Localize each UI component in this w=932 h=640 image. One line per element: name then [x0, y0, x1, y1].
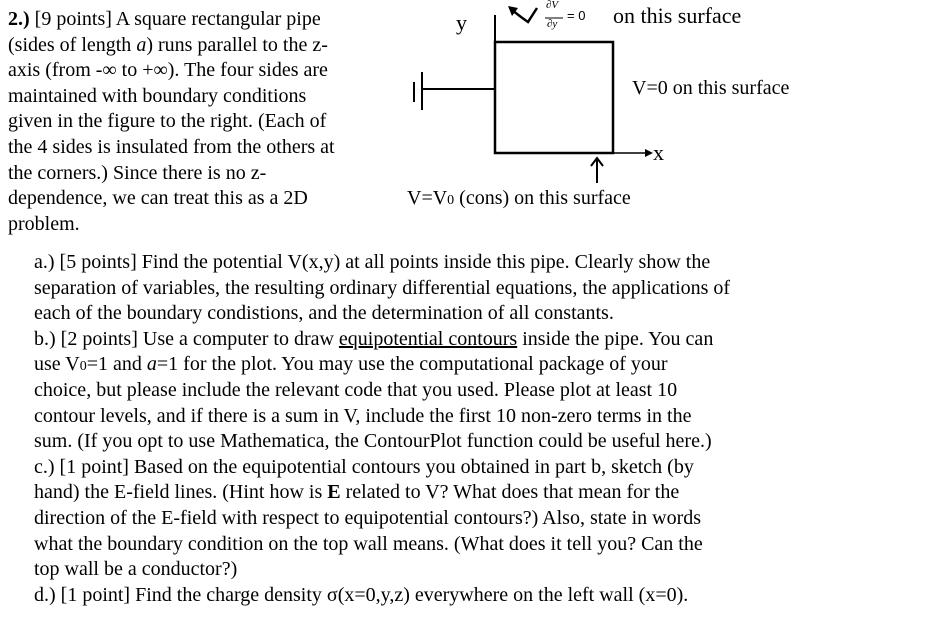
e-field-symbol: E [327, 481, 341, 504]
part-line [34, 378, 677, 402]
intro-text: axis (from -∞ to +∞). The four sides are [8, 59, 328, 82]
x-axis-label: x [653, 140, 664, 165]
part-text: each of the boundary condistions, and the determination of all constants. [34, 302, 614, 325]
part-text: separation of variables, the resulting ordinary differential equations, the applications of [34, 276, 731, 299]
part-text: a.) [5 points] Find the potential V(x,y) at all points inside this pipe. Clearly show the [34, 251, 711, 273]
part-text: top wall be a conductor?) [34, 558, 238, 581]
part-line [34, 352, 668, 379]
intro-text: (sides of length [8, 33, 137, 56]
part-text: use V [34, 353, 80, 376]
underlined-term: equipotential contours [338, 327, 518, 350]
part-line [34, 557, 237, 581]
part-line [34, 276, 730, 300]
bottom-surface-label: V=V0 (cons) on this surface [407, 187, 631, 209]
intro-line [8, 84, 306, 108]
intro-text: the corners.) Since there is no z- [8, 161, 267, 184]
right-surface-label: V=0 on this surface [632, 77, 790, 99]
intro-line [8, 161, 266, 185]
variable-a: a [136, 33, 147, 56]
part-line [34, 532, 703, 556]
part-line [34, 583, 688, 607]
bc-denominator: ∂y [547, 18, 558, 30]
part-line [34, 301, 614, 325]
bc-numerator: ∂V [546, 0, 559, 11]
pipe-cross-section [495, 42, 613, 153]
intro-line [8, 58, 328, 82]
intro-line [8, 33, 328, 57]
y-axis-label: y [456, 10, 467, 35]
bc-equals: = 0 [567, 8, 586, 23]
part-text: b.) [2 points] Use a computer to draw [34, 327, 339, 350]
part-text: what the boundary condition on the top wall means. (What does it tell you? Can the [34, 532, 703, 555]
intro-text: problem. [8, 212, 80, 235]
part-text: choice, but please include the relevant code that you used. Please plot at least 10 [34, 379, 678, 401]
problem-number: 2.) [8, 8, 30, 30]
variable-a: a [146, 353, 157, 376]
part-text: related to V? What does that mean for the [340, 481, 680, 504]
intro-line [8, 109, 326, 133]
intro-text: dependence, we can treat this as a 2D [8, 187, 308, 210]
intro-text: maintained with boundary conditions [8, 84, 307, 107]
part-text: =1 for the plot. You may use the computational package of your [156, 353, 668, 376]
intro-text: ) runs parallel to the z- [146, 33, 328, 56]
part-line [34, 455, 694, 479]
part-line [34, 429, 712, 453]
intro-line [8, 212, 80, 236]
part-text: =1 and [86, 353, 147, 376]
intro-line [8, 7, 321, 31]
part-line [34, 250, 710, 274]
top-surface-label: on this surface [613, 3, 742, 28]
part-text: c.) [1 point] Based on the equipotential contours you obtained in part b, sketch (by [34, 455, 694, 478]
part-line [34, 480, 679, 504]
part-line [34, 506, 701, 530]
part-line [34, 404, 691, 428]
x-axis-arrowhead [645, 149, 653, 157]
intro-text: [9 points] A square rectangular pipe [29, 8, 321, 30]
intro-line [8, 186, 308, 210]
boundary-condition-figure [400, 0, 840, 225]
part-text: inside the pipe. You can [517, 327, 714, 350]
part-text: direction of the E-field with respect to equipotential contours?) Also, state in words [34, 507, 702, 529]
part-text: d.) [1 point] Find the charge density σ(x=0,y,z) everywhere on the left wall (x=0). [34, 583, 689, 606]
part-text: hand) the E-field lines. (Hint how is [34, 481, 328, 504]
part-text: contour levels, and if there is a sum in V, include the first 10 non-zero terms in the [34, 404, 692, 427]
intro-line [8, 135, 335, 159]
part-text: sum. (If you opt to use Mathematica, the ContourPlot function could be useful here.) [34, 430, 712, 453]
intro-text: given in the figure to the right. (Each of [8, 110, 327, 133]
intro-text: the 4 sides is insulated from the others at [8, 136, 335, 158]
subscript: 0 [79, 359, 87, 375]
part-line [34, 327, 713, 351]
